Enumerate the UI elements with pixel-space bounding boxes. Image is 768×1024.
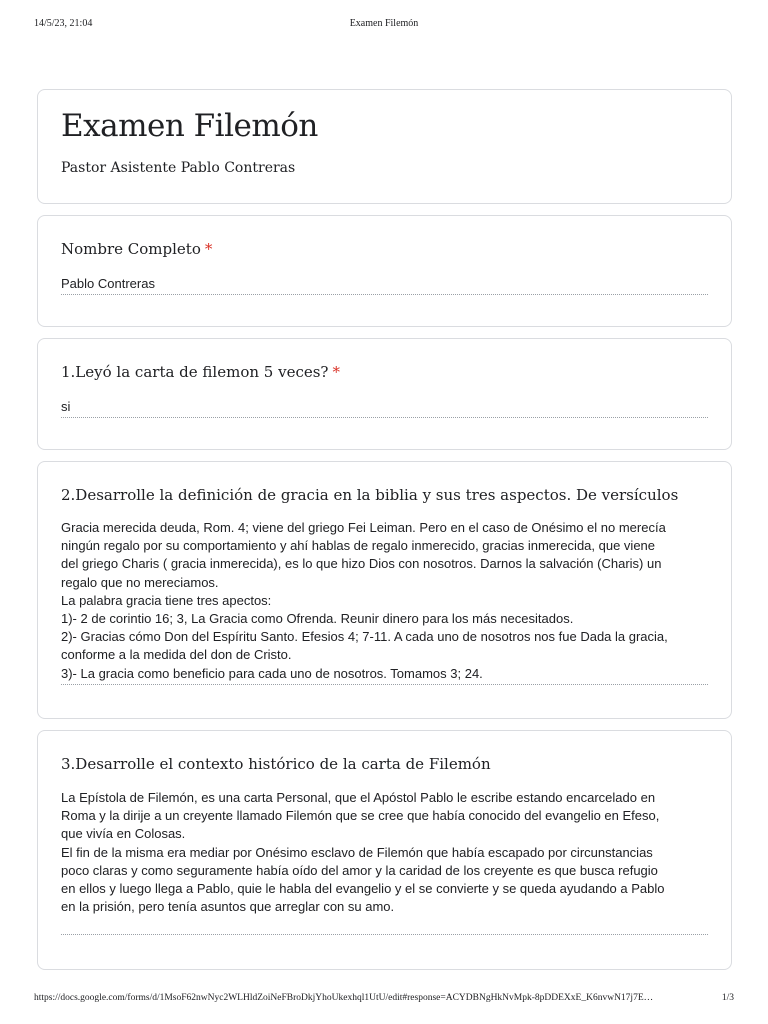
question-card-full-name xyxy=(37,215,732,327)
form-title: Examen Filemón xyxy=(61,108,318,144)
print-footer xyxy=(34,993,734,1007)
question-label: Nombre Completo xyxy=(61,240,201,258)
form-header-card xyxy=(37,89,732,204)
question-title xyxy=(61,754,708,774)
print-url: https://docs.google.com/forms/d/1MsoF62nwNyc2WLHldZoiNeFBroDkjYhoUkexhql1UtU/edit#response=ACYDBNgHkNvMpk-8pDDEXxE_K6nvwN17j7E… xyxy=(34,993,654,1003)
print-datetime: 14/5/23, 21:04 xyxy=(34,18,93,29)
short-answer-field[interactable]: Pablo Contreras xyxy=(61,275,708,295)
short-answer-field[interactable]: si xyxy=(61,398,708,418)
required-asterisk: * xyxy=(204,240,213,258)
print-header xyxy=(34,18,734,32)
question-title xyxy=(61,485,708,505)
question-card-read-letter xyxy=(37,338,732,450)
paragraph-answer-field[interactable]: Gracia merecida deuda, Rom. 4; viene del griego Fei Leiman. Pero en el caso de Onésimo el no merecía ningún regalo por su comportamiento y ahí hablas de regalo inmerecido, gracias inmerecida, que viene del griego Charis ( gracia inmerecida), es lo que hizo Dios con nosotros. Darnos la salvación (Charis) un regalo que no mereciamos. La palabra gracia tiene tres apectos: 1)- 2 de corintio 16; 3, La Gracia como Ofrenda. Reunir dinero para los más necesitados. 2)- Gracias cómo Don del Espíritu Santo. Efesios 4; 7-11. A cada uno de nosotros nos fue Dada la gracia, conforme a la medida del don de Cristo. 3)- La gracia como beneficio para cada uno de nosotros. Tomamos 3; 24. xyxy=(61,519,708,685)
question-label: 3.Desarrolle el contexto histórico de la carta de Filemón xyxy=(61,755,491,773)
question-label: 1.Leyó la carta de filemon 5 veces? xyxy=(61,363,329,381)
page-number: 1/3 xyxy=(721,993,734,1003)
question-card-historical-context xyxy=(37,730,732,970)
form-description: Pastor Asistente Pablo Contreras xyxy=(61,160,296,176)
question-title xyxy=(61,362,708,382)
paragraph-answer-field[interactable]: La Epístola de Filemón, es una carta Personal, que el Apóstol Pablo le escribe estando encarcelado en Roma y la dirije a un creyente llamado Filemón que se cree que había conocido del evangelio en Efeso, que vivía en Colosas. El fin de la misma era mediar por Onésimo esclavo de Filemón que había escapado por circunstancias poco claras y como seguramente había oído del amor y la caridad de los creyente es que busca refugio en ellos y luego llega a Pablo, quie le habla del evangelio y el se convierte y se queda ayudando a Pablo en la prisión, pero tenía asuntos que arreglar con su amo. xyxy=(61,789,708,935)
question-card-grace-definition xyxy=(37,461,732,719)
print-document-title: Examen Filemón xyxy=(349,18,419,29)
question-title xyxy=(61,239,708,259)
question-label: 2.Desarrolle la definición de gracia en la biblia y sus tres aspectos. De versículos xyxy=(61,486,679,504)
required-asterisk: * xyxy=(332,363,340,381)
